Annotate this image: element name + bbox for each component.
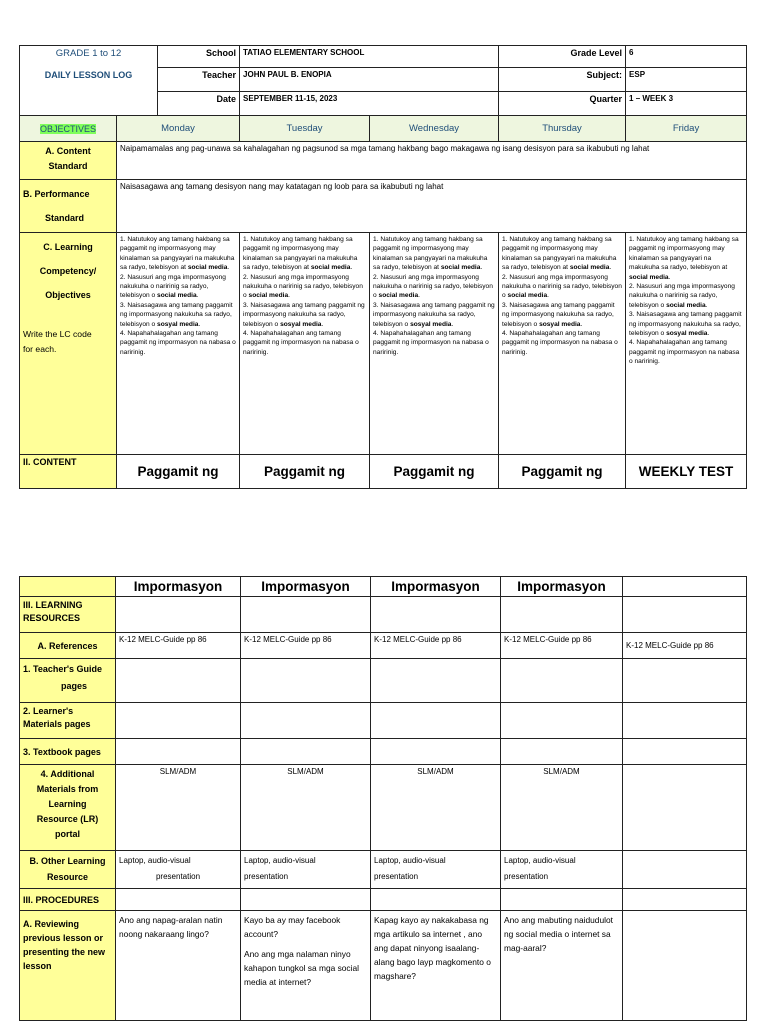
tuesday-objectives: 1. Natutukoy ang tamang hakbang sa paggamit ng impormasyong may kinalaman sa pangyayari na makukuha sa radyo, telebisyon at social media. 2. Nasusuri ang mga impormasyong nakukuha o naririnig sa radyo, telebisyon o social media. 3. Naisasagawa ang tamang paggamit ng impormasyong nakukuha sa radyo, telebisyon o sosyal media. 4. Napahahalagahan ang tamang paggamit ng impormasyon na nabasa o naririnig. [240, 233, 370, 455]
reviewing-previous-lesson-label: A. Reviewing previous lesson or presenting the new lesson [20, 911, 116, 1021]
impormasyon-tuesday: Impormasyon [241, 577, 371, 597]
monday-header: Monday [117, 116, 240, 142]
performance-standard-text: Naisasagawa ang tamang desisyon nang may katatagan ng loob para sa ikabubuti ng lahat [117, 180, 747, 233]
friday-header: Friday [626, 116, 747, 142]
learning-competency-label: C. Learning Competency/ Objectives Write the LC code for each. [20, 233, 117, 455]
other-learning-resource-label: B. Other Learning Resource [20, 851, 116, 889]
learning-resources-label: III. LEARNING RESOURCES [20, 597, 116, 633]
proc-friday [623, 889, 747, 911]
references-tuesday: K-12 MELC-Guide pp 86 [241, 633, 371, 659]
proc-wednesday [371, 889, 501, 911]
grade-range: GRADE 1 to 12 [20, 46, 158, 68]
content-monday: Paggamit ng [117, 455, 240, 489]
grade-level-value: 6 [626, 46, 747, 68]
quarter-label: Quarter [499, 92, 626, 116]
lesson-log-table-top [19, 45, 747, 489]
impormasyon-label-cell [20, 577, 116, 597]
other-resource-wednesday: Laptop, audio-visual presentation [371, 851, 501, 889]
learners-materials-label: 2. Learner's Materials pages [20, 703, 116, 739]
daily-lesson-log-title: DAILY LESSON LOG [20, 68, 158, 92]
impormasyon-monday: Impormasyon [116, 577, 241, 597]
thursday-objectives: 1. Natutukoy ang tamang hakbang sa paggamit ng impormasyong may kinalaman sa pangyayari na makukuha sa radyo, telebisyon at social media. 2. Nasusuri ang mga impormasyong nakukuha o naririnig sa radyo, telebisyon o social media. 3. Naisasagawa ang tamang paggamit ng impormasyong nakukuha sa radyo, telebisyon o sosyal media. 4. Napahahalagahan ang tamang paggamit ng impormasyon na nabasa o naririnig. [499, 233, 626, 455]
date-label: Date [158, 92, 240, 116]
lm-friday [623, 703, 747, 739]
proc-tuesday [241, 889, 371, 911]
content-thursday: Paggamit ng [499, 455, 626, 489]
review-monday: Ano ang napag-aralan natin noong nakaraang lingo? [116, 911, 241, 1021]
date-value: SEPTEMBER 11-15, 2023 [240, 92, 499, 116]
teachers-guide-label: 1. Teacher's Guide pages [20, 659, 116, 703]
review-friday [623, 911, 747, 1021]
teacher-value: JOHN PAUL B. ENOPIA [240, 68, 499, 92]
additional-materials-thursday: SLM/ADM [501, 765, 623, 851]
references-friday: K-12 MELC-Guide pp 86 [623, 633, 747, 659]
tb-monday [116, 739, 241, 765]
subject-label: Subject: [499, 68, 626, 92]
tg-tuesday [241, 659, 371, 703]
content-tuesday: Paggamit ng [240, 455, 370, 489]
content-friday: WEEKLY TEST [626, 455, 747, 489]
content-standard-label: A. Content Standard [20, 142, 117, 180]
procedures-label: III. PROCEDURES [20, 889, 116, 911]
references-monday: K-12 MELC-Guide pp 86 [116, 633, 241, 659]
review-thursday: Ano ang mabuting naidudulot ng social media o internet sa mag-aaral? [501, 911, 623, 1021]
lesson-log-table-bottom [19, 576, 747, 1021]
tb-tuesday [241, 739, 371, 765]
content-standard-text: Naipamamalas ang pag-unawa sa kahalagahan ng pagsunod sa mga tamang hakbang bago makagawa ng isang desisyon para sa ikabubuti ng lahat [117, 142, 747, 180]
lr-thursday [501, 597, 623, 633]
content-wednesday: Paggamit ng [370, 455, 499, 489]
school-value: TATIAO ELEMENTARY SCHOOL [240, 46, 499, 68]
additional-materials-monday: SLM/ADM [116, 765, 241, 851]
tg-wednesday [371, 659, 501, 703]
content-label: II. CONTENT [20, 455, 117, 489]
other-resource-tuesday: Laptop, audio-visual presentation [241, 851, 371, 889]
additional-materials-tuesday: SLM/ADM [241, 765, 371, 851]
additional-materials-wednesday: SLM/ADM [371, 765, 501, 851]
lm-monday [116, 703, 241, 739]
wednesday-objectives: 1. Natutukoy ang tamang hakbang sa paggamit ng impormasyong may kinalaman sa pangyayari na makukuha sa radyo, telebisyon at social media. 2. Nasusuri ang mga impormasyong nakukuha o naririnig sa radyo, telebisyon o social media. 3. Naisasagawa ang tamang paggamit ng impormasyong nakukuha sa radyo, telebisyon o sosyal media. 4. Napahahalagahan ang tamang paggamit ng impormasyon na nabasa o naririnig. [370, 233, 499, 455]
wednesday-header: Wednesday [370, 116, 499, 142]
objectives-header: OBJECTIVES [20, 116, 117, 142]
subject-value: ESP [626, 68, 747, 92]
school-label: School [158, 46, 240, 68]
performance-standard-label: B. Performance Standard [20, 180, 117, 233]
review-tuesday: Kayo ba ay may facebook account? Ano ang mga nalaman ninyo kahapon tungkol sa mga social media at internet? [241, 911, 371, 1021]
references-wednesday: K-12 MELC-Guide pp 86 [371, 633, 501, 659]
proc-thursday [501, 889, 623, 911]
references-thursday: K-12 MELC-Guide pp 86 [501, 633, 623, 659]
lm-thursday [501, 703, 623, 739]
thursday-header: Thursday [499, 116, 626, 142]
lm-tuesday [241, 703, 371, 739]
teacher-label: Teacher [158, 68, 240, 92]
lm-wednesday [371, 703, 501, 739]
tuesday-header: Tuesday [240, 116, 370, 142]
lr-wednesday [371, 597, 501, 633]
impormasyon-wednesday: Impormasyon [371, 577, 501, 597]
other-resource-thursday: Laptop, audio-visual presentation [501, 851, 623, 889]
review-wednesday: Kapag kayo ay nakakabasa ng mga artikulo sa internet , ano ang dapat ninyong isaalang-alang bago layp magkomento o magshare? [371, 911, 501, 1021]
impormasyon-thursday: Impormasyon [501, 577, 623, 597]
proc-monday [116, 889, 241, 911]
other-resource-monday: Laptop, audio-visual presentation [116, 851, 241, 889]
references-label: A. References [20, 633, 116, 659]
lr-friday [623, 597, 747, 633]
additional-materials-friday [623, 765, 747, 851]
tg-monday [116, 659, 241, 703]
tg-thursday [501, 659, 623, 703]
grade-level-label: Grade Level [499, 46, 626, 68]
lr-tuesday [241, 597, 371, 633]
tb-thursday [501, 739, 623, 765]
tb-friday [623, 739, 747, 765]
friday-objectives: 1. Natutukoy ang tamang hakbang sa paggamit ng impormasyong may kinalaman sa pangyayari na makukuha sa radyo, telebisyon at social media. 2. Nasusuri ang mga impormasyong nakukuha o naririnig sa radyo, telebisyon o social media. 3. Naisasagawa ang tamang paggamit ng impormasyong nakukuha sa radyo, telebisyon o sosyal media. 4. Napahahalagahan ang tamang paggamit ng impormasyon na nabasa o naririnig. [626, 233, 747, 455]
textbook-pages-label: 3. Textbook pages [20, 739, 116, 765]
impormasyon-friday [623, 577, 747, 597]
tg-friday [623, 659, 747, 703]
additional-materials-label: 4. Additional Materials from Learning Resource (LR) portal [20, 765, 116, 851]
header-spacer [20, 92, 158, 116]
quarter-value: 1 – WEEK 3 [626, 92, 747, 116]
tb-wednesday [371, 739, 501, 765]
other-resource-friday [623, 851, 747, 889]
lr-monday [116, 597, 241, 633]
monday-objectives: 1. Natutukoy ang tamang hakbang sa paggamit ng impormasyong may kinalaman sa pangyayari na makukuha sa radyo, telebisyon at social media. 2. Nasusuri ang mga impormasyong nakukuha o naririnig sa radyo, telebisyon o social media. 3. Naisasagawa ang tamang paggamit ng impormasyong nakukuha sa radyo, telebisyon o sosyal media. 4. Napahahalagahan ang tamang paggamit ng impormasyon na nabasa o naririnig. [117, 233, 240, 455]
